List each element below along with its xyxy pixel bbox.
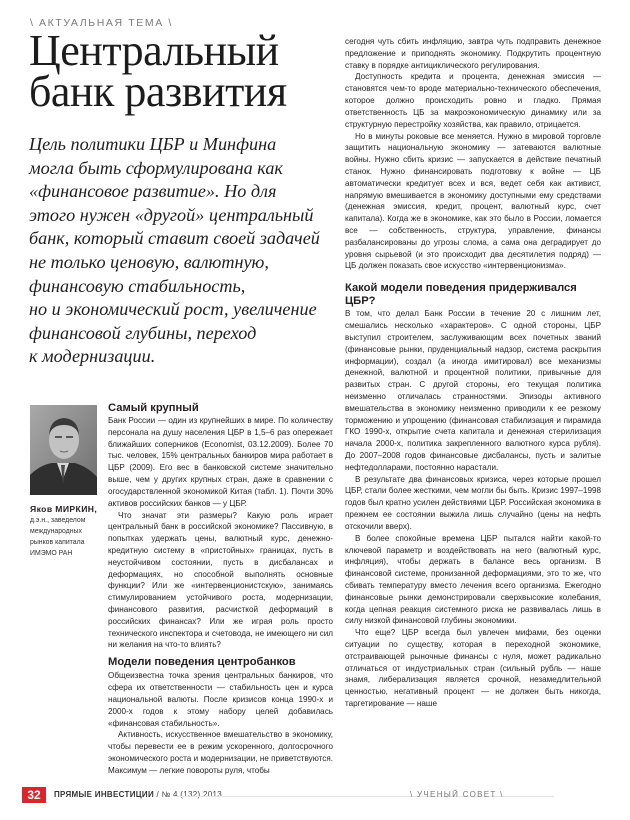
subheading-models: Модели поведения центробанков <box>108 656 296 669</box>
paragraph: Что еще? ЦБР всегда был увлечен мифами, без оценки ситуации по существу, которая в переходной экономике, отстраивающей рыночные финансы с нуля, может радикально отличаться от индустриальных стран (сильный рубль — наше знамя, либерализация является срочной, незамедлительной ценностью, негативный процент — не должен быть никогда, таргетирование — наше <box>345 628 601 709</box>
article-lead <box>29 133 339 369</box>
title-line-2: банк развития <box>29 67 287 116</box>
author-position: д.э.н., заведелом международных рынков капитала ИМЭМО РАН <box>30 517 86 557</box>
lead-line: но и экономический рост, увеличение <box>29 299 317 320</box>
lead-line: Цель политики ЦБР и Минфина <box>29 134 277 154</box>
paragraph: Банк России — один из крупнейших в мире. По количеству персонала на душу населения ЦБР в 1,5–6 раз опережает ближайших соперников (Economist, 03.12.2009). Более 70 тыс. человек, 15% центральных банкиров мира работает в ЦБР (2009). Его вес в банковской системе значительно выше, чем у других крупных стран, даже в сравнении с огосударствленной экономикой Китая (табл. 1). Почти 30% активов российских банков — у ЦБР. <box>108 416 333 508</box>
lead-line: этого нужен «другой» центральный <box>29 204 314 225</box>
lead-line: не только ценовую, валютную, <box>29 251 269 272</box>
lead-line: к модернизации. <box>29 346 156 367</box>
issue-number: / № 4 (132) 2013 <box>156 790 222 799</box>
page-number: 32 <box>22 787 46 803</box>
magazine-info <box>54 790 222 799</box>
paragraph: В более спокойные времена ЦБР пытался найти какой-то ключевой параметр и воздействовать на него (валютный курс, инфляция), чтобы держать в балансе весь организм. В финансовой системе, пронизанной деформациями, это то же, что сбивать температуру вместо лечения всего организма. Ежегодно финансовые рынки демонстрировали сверхвысокие колебания, когда цепная реакция системного риска не развивалась лишь в силу низкой финансовой глубины экономики. <box>345 533 601 626</box>
lead-line: «финансовое развитие». Но для <box>29 181 277 202</box>
title-line-1: Центральный <box>29 26 279 75</box>
paragraph: Общеизвестна точка зрения центральных банкиров, что сфера их ответственности — стабильность цен и курса национальной валюты. После кризисов конца 1990-х и 2000-х годов к этому набору целей добавилась «финансовая стабильность». <box>108 671 333 728</box>
article-title <box>29 26 287 116</box>
section-rubric: \ АКТУАЛЬНАЯ ТЕМА \ <box>30 17 173 29</box>
paragraph: Активность, искусственное вмешательство в экономику, чтобы перевести ее в режим ускоренного, долгосрочного экономического роста и модернизации, не приветствуются. Максимум — легкие повороты руля, чтобы <box>108 730 333 775</box>
magazine-name: ПРЯМЫЕ ИНВЕСТИЦИИ <box>54 790 154 799</box>
author-name: Яков МИРКИН, <box>30 504 98 514</box>
author-photo <box>30 405 97 495</box>
lead-line: банк, который ставит своей задачей <box>29 228 320 249</box>
text-column-1 <box>108 400 333 777</box>
paragraph: сегодня чуть сбить инфляцию, завтра чуть подправить денежное предложение и приподнять экономику. Подкрутить процентную ставку в порядке антициклического регулирования. <box>345 37 601 70</box>
subheading-largest: Самый крупный <box>108 402 199 414</box>
paragraph: В результате два финансовых кризиса, через которые прошел ЦБР, стали более жесткими, чем могли бы быть. Кризис 1997–1998 годов был кратно усилен действиями ЦБР. Российская экономика в прежнем ее состоянии выжила лишь случайно (цены на нефть отскочили вверх). <box>345 474 601 531</box>
lead-line: финансовую стабильность, <box>29 275 246 296</box>
paragraph: Что значат эти размеры? Какую роль играет центральный банк в российской экономике? Пассивную, в попытках удержать цены, валютный курс, денежно-кредитную систему в «пристойных» границах, пусть в неустойчивом состоянии, пусть в дисбалансах и деформациях, но способной выполнять основные функции? Или же «интервенционистскую», занимаясь стимулированием устойчивого роста, модернизации, финансового развития, расчисткой деформаций в российских финансах? Или же играя роль просто технического инспектора и счетовода, не имеющего ни сил ни желания на что-то влиять? <box>108 510 333 650</box>
lead-line: финансовой глубины, переход <box>29 322 257 343</box>
paragraph: Доступность кредита и процента, денежная эмиссия — становятся чем-то вроде материально-технического обеспечения, которое должно происходить ровно и гладко. Прямая ответственность ЦБ за макроэкономическую динамику или за структурную перестройку хозяйства, как правило, отрицается. <box>345 72 601 129</box>
author-info <box>30 504 100 559</box>
subheading-cbr-model: Какой модели поведения придерживался ЦБР? <box>345 282 577 308</box>
footer-section: \ УЧЕНЫЙ СОВЕТ \ <box>410 790 504 799</box>
page-footer <box>0 787 630 805</box>
paragraph: В том, что делал Банк России в течение 20 с лишним лет, смешались несколько «характеров». С одной стороны, ЦБР выступил строителем, заслуживающим всех почетных званий (финансовые рынки, пруденциальный надзор, система раскрытия информации), создал (а иногда имитировал) все механизмы денежной, валютной и процентной политики, привычные для развитых стран. С другой стороны, его текущая политика неизменно отличалась странностями. Эпизоды активного вмешательства в экономику неизменно приводили к ее резкому торможению и упрощению (финансовая стабилизация и пирамида ГКО 1990-х, открытие счета капитала и денежная стерилизация начала 2000-х, политика закрепленного валютного курса рубля). До 2007–2008 годов финансовые дисбалансы, пусть и залитые нефтедолларами, постоянно нарастали. <box>345 309 601 472</box>
lead-line: могла быть сформулирована как <box>29 157 283 178</box>
text-column-2 <box>345 36 601 710</box>
author-portrait-image <box>30 405 97 495</box>
paragraph: Но в минуты роковые все меняется. Нужно в мировой торговле защитить национальную экономику — затеваются валютные войны. Нужно сбить кризис — запускается в действие печатный станок. Нужно финансировать подготовку к войне — ЦБ автоматически кредитует всех и вся, ведет себя как активист, напрямую вмешивается в экономику доступными ему средствами (денежная эмиссия, кредит, процент, валютный курс, счет капитала). Когда же в экономике, как это было в России, ломается все — собственность, структура, управление, финансы разбалансированы до угрозы слома, а сама она деградирует до уровня сырьевой (и это происходит два десятилетия подряд) — ЦБ должен показать свое искусство «интервенционизма». <box>345 131 601 271</box>
